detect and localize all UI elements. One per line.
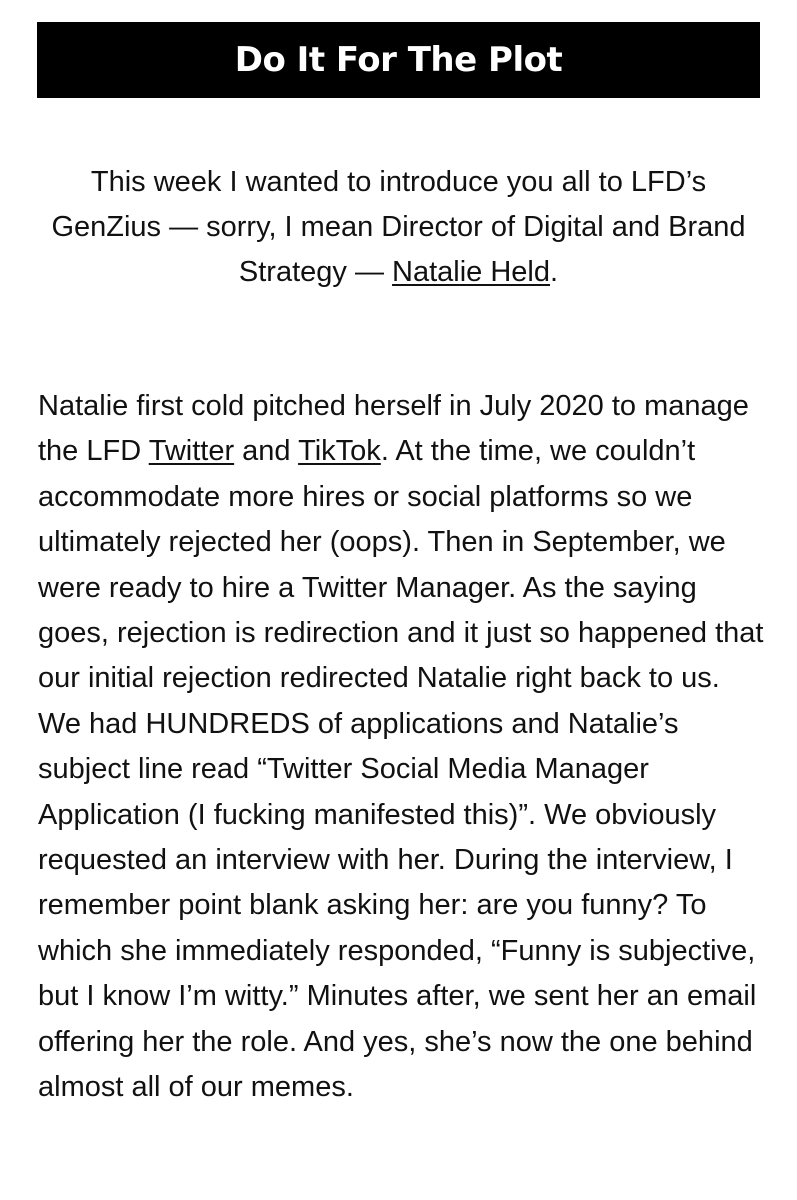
intro-paragraph [37,160,760,295]
story-text-2: and [234,435,299,468]
twitter-link[interactable]: Twitter [148,435,235,468]
story-text-1: Natalie first cold pitched herself in July 2020 to manage the LFD [38,390,749,468]
intro-text: This week I wanted to introduce you all to LFD’s GenZius — sorry, I mean Director of Digital and Brand Strategy — [51,166,746,288]
tiktok-link[interactable]: TikTok [298,435,381,468]
header-banner [37,22,760,98]
story-paragraph [38,384,766,1111]
story-text-3: . At the time, we couldn’t accommodate more hires or social platforms so we ultimately rejected her (oops). Then in September, we were ready to hire a Twitter Manager. As the saying goes, rejection is redirection and it just so happened that our initial rejection redirected Natalie right back to us. We had HUNDREDS of applications and Natalie’s subject line read “Twitter Social Media Manager Application (I fucking manifested this)”. We obviously requested an interview with her. During the interview, I remember point blank asking her: are you funny? To which she immediately responded, “Funny is subjective, but I know I’m witty.” Minutes after, we sent her an email offering her the role. And yes, she’s now the one behind almost all of our memes. [38,435,764,1104]
banner-title: Do It For The Plot [234,40,563,80]
intro-period: . [550,256,559,288]
natalie-held-link[interactable]: Natalie Held [392,256,551,288]
